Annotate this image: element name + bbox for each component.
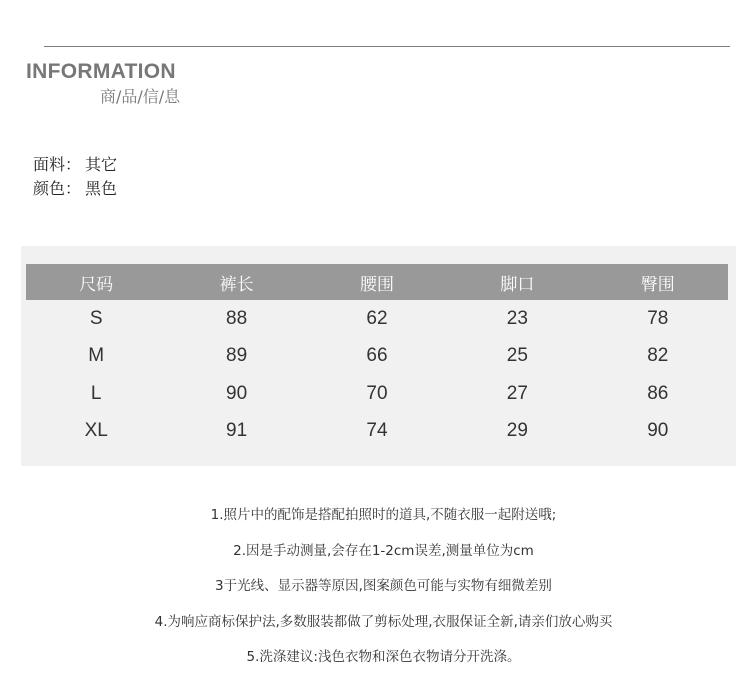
- column-header-hem: 脚口: [447, 264, 587, 300]
- table-cell: 86: [647, 382, 669, 404]
- note-item: 4.为响应商标保护法,多数服装都做了剪标处理,衣服保证全新,请亲们放心购买: [154, 613, 613, 630]
- column-header-length: 裤长: [166, 264, 306, 300]
- table-cell: 29: [506, 420, 528, 442]
- table-cell: 89: [226, 345, 248, 367]
- table-cell: 66: [366, 345, 388, 367]
- table-row: [26, 338, 728, 376]
- table-cell: 88: [226, 307, 248, 329]
- attribute-row-fabric: [33, 153, 117, 177]
- note-item: 5.洗涤建议:浅色衣物和深色衣物请分开洗涤。: [246, 649, 521, 665]
- table-cell: L: [90, 382, 102, 404]
- table-cell: 82: [647, 345, 669, 367]
- size-chart-table: [26, 264, 728, 450]
- note-item: 2.因是手动测量,会存在1-2cm误差,测量单位为cm: [233, 542, 534, 559]
- attribute-label: 颜色：: [33, 179, 82, 198]
- table-cell: 91: [226, 420, 248, 442]
- table-cell: 70: [366, 382, 388, 404]
- attribute-value: 黑色: [85, 179, 118, 198]
- top-divider: [44, 46, 730, 47]
- table-cell: 23: [506, 307, 528, 329]
- column-header-size: 尺码: [26, 264, 166, 300]
- table-cell: 90: [647, 420, 669, 442]
- attribute-label: 面料：: [33, 155, 82, 174]
- table-row: [26, 413, 728, 451]
- table-cell: 90: [226, 382, 248, 404]
- size-chart-header-row: [26, 264, 728, 300]
- attribute-value: 其它: [85, 155, 118, 174]
- column-header-hip: 臀围: [588, 264, 728, 300]
- care-notes: [0, 503, 750, 681]
- table-row: [26, 375, 728, 413]
- section-title: INFORMATION: [26, 60, 176, 83]
- table-cell: 25: [506, 345, 528, 367]
- attribute-row-color: [33, 177, 117, 201]
- table-cell: 62: [366, 307, 388, 329]
- table-cell: 74: [366, 420, 388, 442]
- table-cell: S: [89, 307, 103, 329]
- table-cell: XL: [84, 420, 108, 442]
- note-item: 1.照片中的配饰是搭配拍照时的道具,不随衣服一起附送哦;: [210, 507, 557, 523]
- table-cell: 78: [647, 307, 669, 329]
- note-item: 3于光线、显示器等原因,图案颜色可能与实物有细微差别: [215, 578, 552, 594]
- product-attributes: [33, 153, 117, 201]
- table-cell: 27: [506, 382, 528, 404]
- table-row: [26, 300, 728, 338]
- table-cell: M: [88, 345, 105, 367]
- column-header-waist: 腰围: [307, 264, 447, 300]
- section-subtitle: 商/品/信/息: [100, 87, 181, 106]
